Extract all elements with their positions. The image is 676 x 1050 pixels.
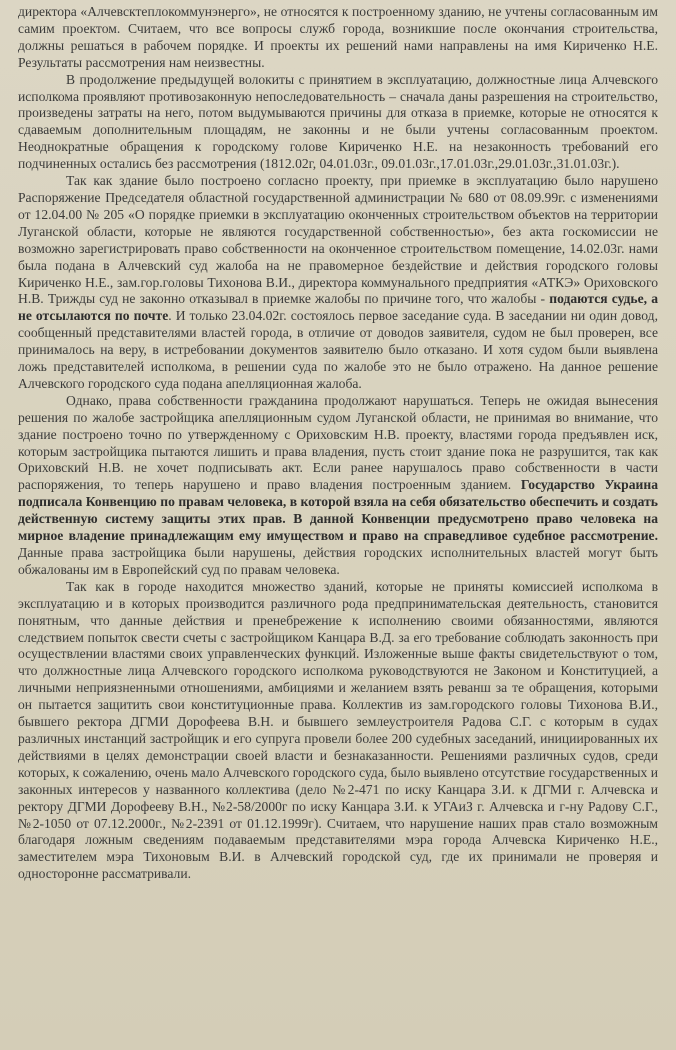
paragraph-3-text-a: Так как здание было построено согласно проекту, при приемке в эксплуатацию было нарушено Распоряжение Председателя областной государственной администрации № 680 от 08.09.99г. с изменениями от 12.04.00 № 205 «О порядке приемки в эксплуатацию оконченных строительством объектов на территории Луганской области, которые не являются государственной собственностью», без акта госкомиссии не возможно зарегистрировать право собственности на оконченное строительством помещение, 14.02.03г. нами была подана в Алчевский суд жалоба на не правомерное бездействие и действия городского головы Кириченко Н.Е., зам.гор.головы Тихонова В.И., директора коммунального предприятия «АТКЭ» Ориховского Н.В. Трижды суд не законно отказывал в приемке жалобы по причине того, что жалобы - [18, 173, 658, 307]
paragraph-3-bold-court-phrase: подаются судье, а не отсылаются по почте [18, 291, 658, 324]
paragraph-4-bold-convention-phrase: Государство Украина подписала Конвенцию по правам человека, в которой взяла на себя обязательство обеспечить и создать действенную систему защиты этих прав. В данной Конвенции предусмотрено право человека на мирное владение принадлежащим ему имуществом и право на справедливое судебное рассмотрение. [18, 477, 659, 544]
document-body [18, 4, 658, 883]
paragraph-5 [18, 579, 658, 883]
paragraph-5-text: Так как в городе находится множество зданий, которые не приняты комиссией исполкома в эксплуатацию и в которых производится различного рода предпринимательская деятельность, становится понятным, что данные действия и пренебрежение к исполнению своими обязанностями, являются следствием попыток свести счеты с застройщиком Канцара В.Д. за его требование соблюдать законность при осуществлении властями своих управленческих функций. Изложенные выше факты свидетельствуют о том, что должностные лица Алчевского городского исполкома руководствуются не Законом и Конституцией, а личными неприязненными отношениями, амбициями и желанием взять реванш за те обращения, которыми он пытается защитить свои конституционные права. Коллектив из зам.городского головы Тихонова В.И., бывшего ректора ДГМИ Дорофеева В.Н. и бывшего землеустроителя Радова С.Г. с которым в судах различных инстанций застройщик и его супруга провели более 200 судебных заседаний, инициированных их действиями в целях демонстрации своей власти и безнаказанности. Решениями различных судов, среди которых, к сожалению, очень мало Алчевского городского суда, было выявлено отсутствие государственных и законных интересов у названного коллектива (дело №2-471 по иску Канцара З.И. к ДГМИ г. Алчевска и ректору ДГМИ Дорофееву В.Н., №2-58/2000г по иску Канцара З.И. к УГАиЗ г. Алчевска и г-ну Радову С.Г., №2-1050 от 07.12.2000г., №2-2391 от 01.12.1999г). Считаем, что нарушение наших прав стало возможным благодаря ложным сведениям подаваемым представителями мэра города Алчевска Кириченко Н.Е., заместителем мэра Тихоновым В.И. в Алчевский городской суд, где их принимали не проверяя и односторонне рассматривали. [18, 578, 659, 882]
paragraph-1 [18, 4, 658, 72]
paragraph-2-text: В продолжение предыдущей волокиты с принятием в эксплуатацию, должностные лица Алчевского исполкома проявляют противозаконную непоследовательность – сначала даны разрешения на строительство, произведены затраты на него, потом выдумываются причины для отказа в приемке, которые не относятся к сдаваемым дополнительным площадям, не законны и не были учтены согласованным проектом. Неоднократные обращения к городскому голове Кириченко Н.Е. на незаконность требований его подчиненных остались без рассмотрения (1812.02г, 04.01.03г., 09.01.03г.,17.01.03г.,29.01.03г.,31.01.03г.). [18, 71, 658, 172]
paragraph-2 [18, 72, 658, 173]
paragraph-4-text-b: Данные права застройщика были нарушены, действия городских исполнительных властей могут быть обжалованы им в Европейский суд по правам человека. [18, 545, 658, 577]
paragraph-4-text-a: Однако, права собственности гражданина продолжают нарушаться. Теперь не ожидая вынесения решения по жалобе застройщика апелляционным судом Луганской области, не принимая во внимание, что здание построено точно по утвержденному с Ориховским Н.В. проекту, властями города предъявлен иск, которым застройщика пытаются лишить и права владения, пусть стоит здание пока не разрушится, так как Ориховский Н.В. не хочет подписывать акт. Если ранее нарушалось право собственности в части распоряжения, то теперь нарушено и право владения построенным зданием. [18, 392, 658, 493]
paragraph-3 [18, 173, 658, 393]
paragraph-3-text-b: . И только 23.04.02г. состоялось первое заседание суда. В заседании ни один довод, сообщенный представителями властей города, в отличие от доводов заявителя, судом не был проверен, все принималось на веру, в истребовании документов заявителю было отказано. И хотя судом были выявлена ложь представителей исполкома, в решении суда по жалобе это не было отражено. На данное решение Алчевского городского суда подана апелляционная жалоба. [18, 308, 658, 391]
paragraph-1-text: директора «Алчевсктеплокоммунэнерго», не относятся к построенному зданию, не учтены согласованным им самим проектом. Считаем, что все вопросы служб города, возникшие после окончания строительства, должны решаться в рабочем порядке. И проекты их решений нами направлены на имя Кириченко Н.Е. Результаты рассмотрения нам неизвестны. [18, 4, 658, 70]
paragraph-4 [18, 393, 658, 579]
